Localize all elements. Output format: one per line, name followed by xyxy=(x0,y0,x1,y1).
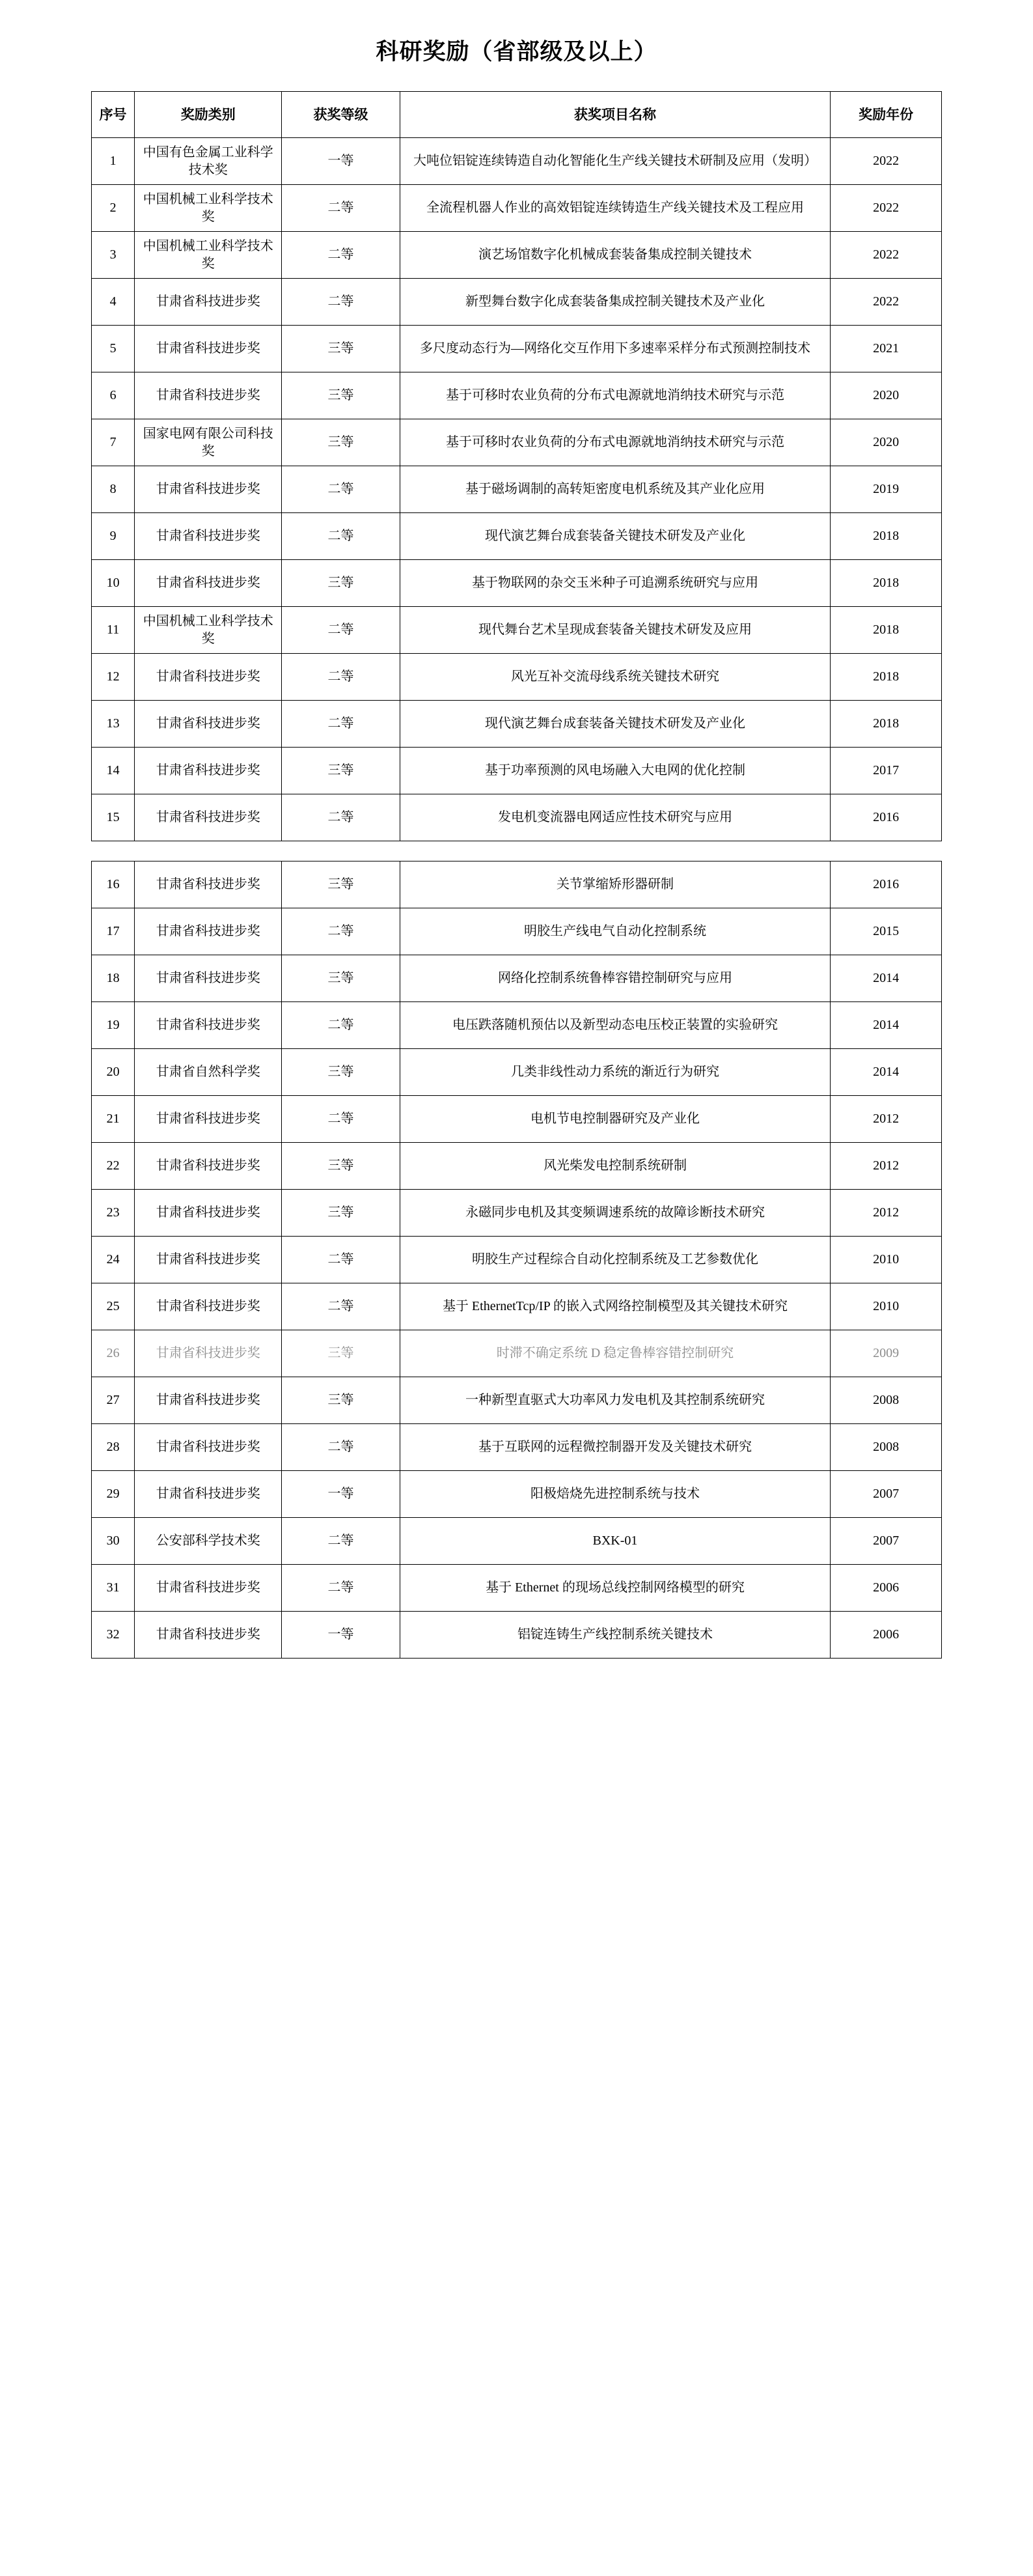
cell-level: 三等 xyxy=(282,372,400,419)
cell-sequence: 18 xyxy=(92,955,135,1002)
cell-level: 二等 xyxy=(282,232,400,279)
cell-level: 二等 xyxy=(282,1096,400,1143)
cell-category: 甘肃省科技进步奖 xyxy=(135,1565,282,1612)
cell-category: 甘肃省科技进步奖 xyxy=(135,1143,282,1190)
award-table-part-1 xyxy=(91,91,942,841)
table-row xyxy=(92,908,942,955)
cell-project: 关节掌缩矫形器研制 xyxy=(400,861,831,908)
cell-project: 阳极焙烧先进控制系统与技术 xyxy=(400,1471,831,1518)
cell-category: 甘肃省科技进步奖 xyxy=(135,861,282,908)
cell-sequence: 32 xyxy=(92,1612,135,1659)
cell-level: 三等 xyxy=(282,1049,400,1096)
table-row xyxy=(92,748,942,794)
cell-project: 明胶生产过程综合自动化控制系统及工艺参数优化 xyxy=(400,1237,831,1283)
column-header-year: 奖励年份 xyxy=(831,92,942,138)
cell-category: 国家电网有限公司科技奖 xyxy=(135,419,282,466)
table-body-part-2 xyxy=(92,861,942,1659)
cell-project: 一种新型直驱式大功率风力发电机及其控制系统研究 xyxy=(400,1377,831,1424)
cell-sequence: 20 xyxy=(92,1049,135,1096)
cell-project: 网络化控制系统鲁棒容错控制研究与应用 xyxy=(400,955,831,1002)
cell-year: 2022 xyxy=(831,279,942,326)
cell-project: 现代演艺舞台成套装备关键技术研发及产业化 xyxy=(400,701,831,748)
cell-project: 基于功率预测的风电场融入大电网的优化控制 xyxy=(400,748,831,794)
cell-project: 现代舞台艺术呈现成套装备关键技术研发及应用 xyxy=(400,607,831,654)
cell-sequence: 11 xyxy=(92,607,135,654)
table-header xyxy=(92,92,942,138)
cell-level: 三等 xyxy=(282,1190,400,1237)
cell-sequence: 22 xyxy=(92,1143,135,1190)
cell-level: 一等 xyxy=(282,138,400,185)
cell-project: 时滞不确定系统 D 稳定鲁棒容错控制研究 xyxy=(400,1330,831,1377)
cell-year: 2010 xyxy=(831,1283,942,1330)
cell-project: 明胶生产线电气自动化控制系统 xyxy=(400,908,831,955)
cell-year: 2014 xyxy=(831,1002,942,1049)
cell-year: 2020 xyxy=(831,372,942,419)
cell-project: 电机节电控制器研究及产业化 xyxy=(400,1096,831,1143)
cell-level: 二等 xyxy=(282,654,400,701)
cell-level: 二等 xyxy=(282,1424,400,1471)
cell-category: 公安部科学技术奖 xyxy=(135,1518,282,1565)
table-gap-divider xyxy=(91,841,942,861)
column-header-category: 奖励类别 xyxy=(135,92,282,138)
cell-project: 基于 Ethernet 的现场总线控制网络模型的研究 xyxy=(400,1565,831,1612)
cell-project: 风光柴发电控制系统研制 xyxy=(400,1143,831,1190)
table-row xyxy=(92,279,942,326)
cell-level: 三等 xyxy=(282,955,400,1002)
cell-level: 二等 xyxy=(282,1002,400,1049)
cell-category: 甘肃省科技进步奖 xyxy=(135,372,282,419)
table-row xyxy=(92,326,942,372)
cell-year: 2008 xyxy=(831,1424,942,1471)
table-row xyxy=(92,419,942,466)
cell-sequence: 2 xyxy=(92,185,135,232)
cell-year: 2018 xyxy=(831,607,942,654)
table-row xyxy=(92,654,942,701)
cell-sequence: 1 xyxy=(92,138,135,185)
cell-sequence: 31 xyxy=(92,1565,135,1612)
cell-category: 甘肃省科技进步奖 xyxy=(135,1330,282,1377)
cell-category: 甘肃省科技进步奖 xyxy=(135,654,282,701)
cell-level: 一等 xyxy=(282,1612,400,1659)
cell-level: 三等 xyxy=(282,1330,400,1377)
column-header-seq: 序号 xyxy=(92,92,135,138)
cell-sequence: 19 xyxy=(92,1002,135,1049)
cell-category: 甘肃省科技进步奖 xyxy=(135,908,282,955)
cell-year: 2014 xyxy=(831,955,942,1002)
table-row xyxy=(92,1612,942,1659)
table-row xyxy=(92,1096,942,1143)
cell-level: 三等 xyxy=(282,1377,400,1424)
cell-level: 一等 xyxy=(282,1471,400,1518)
cell-sequence: 21 xyxy=(92,1096,135,1143)
table-row xyxy=(92,607,942,654)
cell-year: 2012 xyxy=(831,1190,942,1237)
table-row xyxy=(92,701,942,748)
cell-sequence: 4 xyxy=(92,279,135,326)
cell-level: 三等 xyxy=(282,326,400,372)
cell-sequence: 29 xyxy=(92,1471,135,1518)
cell-project: 基于可移时农业负荷的分布式电源就地消纳技术研究与示范 xyxy=(400,419,831,466)
table-row xyxy=(92,1330,942,1377)
page-title: 科研奖励（省部级及以上） xyxy=(376,39,657,64)
cell-level: 二等 xyxy=(282,908,400,955)
cell-sequence: 5 xyxy=(92,326,135,372)
column-header-project: 获奖项目名称 xyxy=(400,92,831,138)
cell-category: 甘肃省科技进步奖 xyxy=(135,1471,282,1518)
cell-category: 甘肃省自然科学奖 xyxy=(135,1049,282,1096)
cell-sequence: 16 xyxy=(92,861,135,908)
award-table-part-2 xyxy=(91,861,942,1659)
cell-year: 2014 xyxy=(831,1049,942,1096)
table-row xyxy=(92,1283,942,1330)
cell-year: 2022 xyxy=(831,185,942,232)
cell-level: 三等 xyxy=(282,1143,400,1190)
cell-level: 二等 xyxy=(282,1237,400,1283)
cell-project: 风光互补交流母线系统关键技术研究 xyxy=(400,654,831,701)
cell-year: 2018 xyxy=(831,701,942,748)
cell-category: 甘肃省科技进步奖 xyxy=(135,513,282,560)
table-row xyxy=(92,513,942,560)
cell-year: 2012 xyxy=(831,1096,942,1143)
cell-category: 甘肃省科技进步奖 xyxy=(135,466,282,513)
table-row xyxy=(92,232,942,279)
cell-sequence: 30 xyxy=(92,1518,135,1565)
cell-year: 2017 xyxy=(831,748,942,794)
cell-year: 2022 xyxy=(831,232,942,279)
cell-project: 几类非线性动力系统的渐近行为研究 xyxy=(400,1049,831,1096)
table-row xyxy=(92,1565,942,1612)
cell-sequence: 8 xyxy=(92,466,135,513)
cell-category: 甘肃省科技进步奖 xyxy=(135,748,282,794)
cell-project: 铝锭连铸生产线控制系统关键技术 xyxy=(400,1612,831,1659)
cell-project: 基于可移时农业负荷的分布式电源就地消纳技术研究与示范 xyxy=(400,372,831,419)
cell-category: 甘肃省科技进步奖 xyxy=(135,1283,282,1330)
cell-category: 甘肃省科技进步奖 xyxy=(135,1002,282,1049)
cell-level: 三等 xyxy=(282,560,400,607)
table-row xyxy=(92,1237,942,1283)
table-row xyxy=(92,1518,942,1565)
table-row xyxy=(92,560,942,607)
cell-level: 二等 xyxy=(282,607,400,654)
cell-year: 2020 xyxy=(831,419,942,466)
cell-sequence: 15 xyxy=(92,794,135,841)
table-row xyxy=(92,955,942,1002)
cell-year: 2018 xyxy=(831,513,942,560)
column-header-level: 获奖等级 xyxy=(282,92,400,138)
cell-sequence: 24 xyxy=(92,1237,135,1283)
cell-level: 三等 xyxy=(282,748,400,794)
table-row xyxy=(92,861,942,908)
cell-level: 二等 xyxy=(282,1518,400,1565)
cell-category: 甘肃省科技进步奖 xyxy=(135,955,282,1002)
cell-project: 现代演艺舞台成套装备关键技术研发及产业化 xyxy=(400,513,831,560)
cell-category: 甘肃省科技进步奖 xyxy=(135,279,282,326)
cell-category: 甘肃省科技进步奖 xyxy=(135,1237,282,1283)
table-row xyxy=(92,1143,942,1190)
table-row xyxy=(92,1049,942,1096)
cell-sequence: 10 xyxy=(92,560,135,607)
cell-level: 二等 xyxy=(282,701,400,748)
cell-project: 发电机变流器电网适应性技术研究与应用 xyxy=(400,794,831,841)
cell-sequence: 9 xyxy=(92,513,135,560)
cell-project: 基于互联网的远程微控制器开发及关键技术研究 xyxy=(400,1424,831,1471)
cell-level: 二等 xyxy=(282,794,400,841)
cell-category: 中国机械工业科学技术奖 xyxy=(135,232,282,279)
cell-year: 2012 xyxy=(831,1143,942,1190)
cell-year: 2018 xyxy=(831,560,942,607)
cell-project: 演艺场馆数字化机械成套装备集成控制关键技术 xyxy=(400,232,831,279)
cell-year: 2022 xyxy=(831,138,942,185)
cell-year: 2021 xyxy=(831,326,942,372)
cell-year: 2010 xyxy=(831,1237,942,1283)
cell-level: 二等 xyxy=(282,185,400,232)
cell-sequence: 12 xyxy=(92,654,135,701)
cell-category: 甘肃省科技进步奖 xyxy=(135,560,282,607)
cell-year: 2009 xyxy=(831,1330,942,1377)
cell-category: 甘肃省科技进步奖 xyxy=(135,794,282,841)
cell-sequence: 25 xyxy=(92,1283,135,1330)
cell-level: 二等 xyxy=(282,1283,400,1330)
cell-sequence: 7 xyxy=(92,419,135,466)
table-row xyxy=(92,466,942,513)
table-row xyxy=(92,185,942,232)
cell-sequence: 14 xyxy=(92,748,135,794)
cell-project: 电压跌落随机预估以及新型动态电压校正装置的实验研究 xyxy=(400,1002,831,1049)
table-row xyxy=(92,138,942,185)
cell-level: 二等 xyxy=(282,466,400,513)
cell-project: 基于物联网的杂交玉米种子可追溯系统研究与应用 xyxy=(400,560,831,607)
cell-level: 二等 xyxy=(282,513,400,560)
cell-level: 三等 xyxy=(282,419,400,466)
cell-project: 基于 EthernetTcp/IP 的嵌入式网络控制模型及其关键技术研究 xyxy=(400,1283,831,1330)
cell-year: 2016 xyxy=(831,861,942,908)
table-row xyxy=(92,1471,942,1518)
cell-sequence: 17 xyxy=(92,908,135,955)
cell-category: 甘肃省科技进步奖 xyxy=(135,701,282,748)
cell-category: 甘肃省科技进步奖 xyxy=(135,1096,282,1143)
cell-sequence: 6 xyxy=(92,372,135,419)
cell-year: 2016 xyxy=(831,794,942,841)
cell-year: 2015 xyxy=(831,908,942,955)
cell-category: 甘肃省科技进步奖 xyxy=(135,326,282,372)
cell-sequence: 28 xyxy=(92,1424,135,1471)
cell-category: 中国有色金属工业科学技术奖 xyxy=(135,138,282,185)
cell-category: 甘肃省科技进步奖 xyxy=(135,1612,282,1659)
table-row xyxy=(92,372,942,419)
cell-project: 新型舞台数字化成套装备集成控制关键技术及产业化 xyxy=(400,279,831,326)
cell-sequence: 3 xyxy=(92,232,135,279)
cell-year: 2007 xyxy=(831,1518,942,1565)
cell-year: 2006 xyxy=(831,1612,942,1659)
table-row xyxy=(92,794,942,841)
cell-category: 甘肃省科技进步奖 xyxy=(135,1190,282,1237)
cell-project: 永磁同步电机及其变频调速系统的故障诊断技术研究 xyxy=(400,1190,831,1237)
cell-sequence: 13 xyxy=(92,701,135,748)
table-body-part-1 xyxy=(92,138,942,841)
cell-project: BXK-01 xyxy=(400,1518,831,1565)
cell-level: 二等 xyxy=(282,1565,400,1612)
cell-year: 2007 xyxy=(831,1471,942,1518)
cell-project: 大吨位铝锭连续铸造自动化智能化生产线关键技术研制及应用（发明） xyxy=(400,138,831,185)
table-row xyxy=(92,1424,942,1471)
cell-project: 基于磁场调制的高转矩密度电机系统及其产业化应用 xyxy=(400,466,831,513)
cell-category: 甘肃省科技进步奖 xyxy=(135,1424,282,1471)
table-row xyxy=(92,1377,942,1424)
cell-category: 中国机械工业科学技术奖 xyxy=(135,607,282,654)
cell-sequence: 26 xyxy=(92,1330,135,1377)
cell-sequence: 23 xyxy=(92,1190,135,1237)
cell-year: 2008 xyxy=(831,1377,942,1424)
table-header-row xyxy=(92,92,942,138)
cell-level: 二等 xyxy=(282,279,400,326)
cell-sequence: 27 xyxy=(92,1377,135,1424)
cell-year: 2006 xyxy=(831,1565,942,1612)
cell-category: 甘肃省科技进步奖 xyxy=(135,1377,282,1424)
cell-category: 中国机械工业科学技术奖 xyxy=(135,185,282,232)
table-row xyxy=(92,1190,942,1237)
cell-project: 全流程机器人作业的高效铝锭连续铸造生产线关键技术及工程应用 xyxy=(400,185,831,232)
table-row xyxy=(92,1002,942,1049)
cell-project: 多尺度动态行为—网络化交互作用下多速率采样分布式预测控制技术 xyxy=(400,326,831,372)
cell-year: 2018 xyxy=(831,654,942,701)
cell-year: 2019 xyxy=(831,466,942,513)
cell-level: 三等 xyxy=(282,861,400,908)
